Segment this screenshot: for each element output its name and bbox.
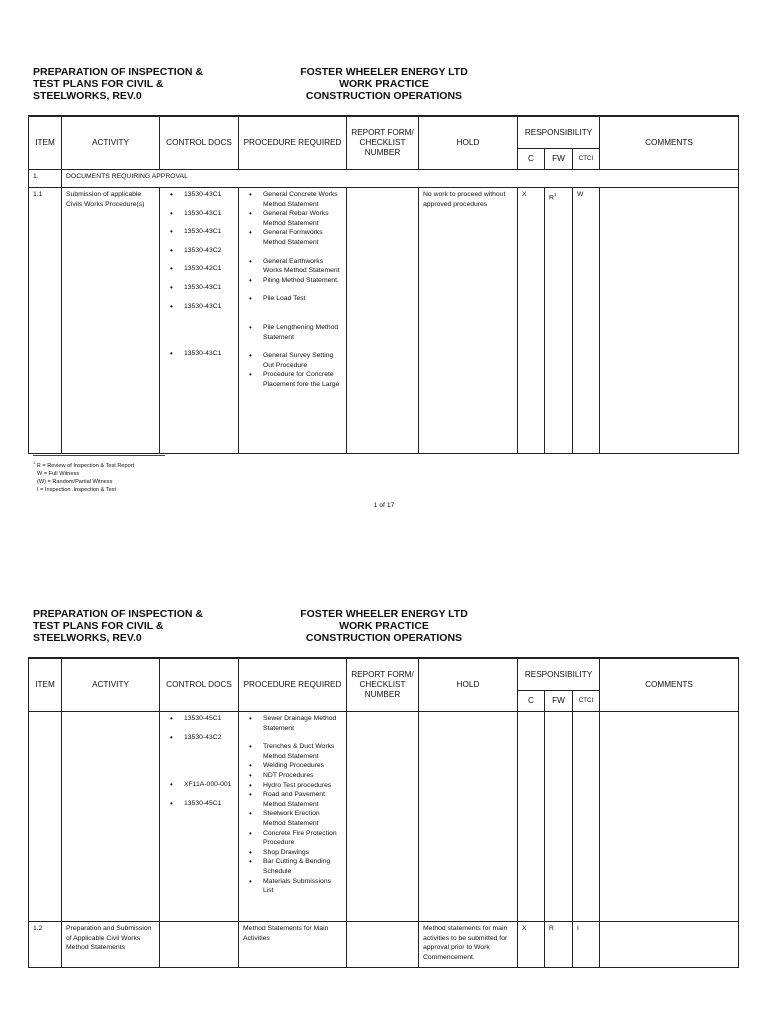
footnote-r: $^1$ R = Review of Inspection & Test Report [33,460,135,469]
row-report-form [347,922,419,968]
control-doc: • 13530-42C1 [164,264,234,274]
document-title-right: FOSTER WHEELER ENERGY LTD WORK PRACTICE CONSTRUCTION OPERATIONS [300,66,468,102]
col-header-responsibility: RESPONSIBILITY [518,116,600,149]
row-ctci [573,712,600,922]
col-header-hold: HOLD [419,658,518,712]
control-doc: • 13530-45C1 [164,799,234,809]
row-procedures [239,712,347,922]
procedure-item: • Sewer Drainage Method Statement [243,714,342,733]
section-title: DOCUMENTS REQUIRING APPROVAL [62,170,739,188]
procedure-item: • Pile Lengthening Method Statement [243,323,342,342]
row-fw-footnote-ref: 1 [553,192,557,197]
row-ctci: W [573,188,600,454]
footnote-w: W = Full Witness [37,471,80,478]
document-title-left: PREPARATION OF INSPECTION & TEST PLANS FOR CIVIL & STEELWORKS, REV.0 [33,66,203,102]
procedure-item: • Shop Drawings [243,848,342,858]
section-item: 1. [29,170,62,188]
document-title-left: PREPARATION OF INSPECTION & TEST PLANS FOR CIVIL & STEELWORKS, REV.0 [33,608,203,644]
procedure-item: • Welding Procedures [243,761,342,771]
col-header-ctci: CTCI [573,691,600,712]
row-control-docs [160,712,239,922]
row-fw: R [545,922,573,968]
footnote-i: I = Inspection .Inspection & Test [37,487,117,494]
row-control-docs [160,922,239,968]
procedure-item: • General Earthworks Works Method Statement [243,257,342,276]
control-doc: • 13530-43C1 [164,227,234,237]
procedure-item: • General Rebar Works Method Statement [243,209,342,228]
footnote-divider [33,455,165,456]
row-item: 1.1 [29,188,62,454]
control-doc: • 13530-45C1 [164,714,234,724]
control-doc: • 13530-43C1 [164,209,234,219]
col-header-procedure: PROCEDURE REQUIRED [239,116,347,170]
col-header-report-form: REPORT FORM/ CHECKLIST NUMBER [347,658,419,712]
col-header-ctci: CTCI [573,149,600,170]
procedure-item: • Pile Load Test [243,294,342,304]
col-header-hold: HOLD [419,116,518,170]
table-row [29,712,739,922]
procedure-item: • Concrete Fire Protection Procedure [243,829,342,848]
procedure-item: • General Concrete Works Method Statement [243,190,342,209]
col-header-item: ITEM [29,116,62,170]
row-ctci: I [573,922,600,968]
row-activity: Submission of applicable Civils Works Procedure(s) [62,188,160,454]
procedure-item: • Hydro Test procedures [243,781,342,791]
row-fw [545,712,573,922]
procedure-item: • Steelwork Erection Method Statement [243,809,342,828]
row-control-docs [160,188,239,454]
row-activity: Preparation and Submission of Applicable Civil Works Method Statements [62,922,160,968]
col-header-comments: COMMENTS [600,116,739,170]
row-c [518,712,545,922]
table-row [29,188,739,454]
row-fw [545,188,573,454]
section-row [29,170,739,188]
control-doc: • 13530-43C2 [164,733,234,743]
row-hold [419,712,518,922]
itp-table-page-1 [28,115,739,454]
procedure-item: • NDT Procedures [243,771,342,781]
row-procedures: Method Statements for Main Activities [239,922,347,968]
table-row [29,922,739,968]
procedure-item: • Piling Method Statement. [243,276,342,286]
document-title-right: FOSTER WHEELER ENERGY LTD WORK PRACTICE CONSTRUCTION OPERATIONS [300,608,468,644]
control-doc: • 13530-43C1 [164,302,234,312]
row-procedures [239,188,347,454]
col-header-control-docs: CONTROL DOCS [160,658,239,712]
itp-table-page-2 [28,657,739,968]
row-comments [600,922,739,968]
col-header-control-docs: CONTROL DOCS [160,116,239,170]
row-comments [600,712,739,922]
col-header-procedure: PROCEDURE REQUIRED [239,658,347,712]
row-item [29,712,62,922]
col-header-c: C [518,149,545,170]
col-header-fw: FW [545,149,573,170]
procedure-item: • Trenches & Duct Works Method Statement [243,742,342,761]
row-hold: No work to proceed without approved procedures [419,188,518,454]
row-comments [600,188,739,454]
col-header-responsibility: RESPONSIBILITY [518,658,600,691]
row-activity [62,712,160,922]
row-fw-value: R [549,194,554,202]
procedure-item: • Road and Pavement Method Statement [243,790,342,809]
col-header-item: ITEM [29,658,62,712]
row-report-form [347,712,419,922]
row-c: X [518,188,545,454]
footnote-rw: (W) = Random/Partial Witness [37,479,113,486]
col-header-activity: ACTIVITY [62,116,160,170]
col-header-activity: ACTIVITY [62,658,160,712]
col-header-report-form: REPORT FORM/ CHECKLIST NUMBER [347,116,419,170]
footnotes [33,459,134,495]
row-c: X [518,922,545,968]
row-item: 1.2 [29,922,62,968]
control-doc: • 13530-43C1 [164,283,234,293]
row-hold: Method statements for main activities to be submitted for approval prior to Work Commencement. [419,922,518,968]
control-doc: • XF11A-000-001 [164,780,234,790]
control-doc: • 13530-43C1 [164,349,234,359]
procedure-item: • Materials Submissions List [243,877,342,896]
procedure-item: • General Survey Setting Out Procedure [243,351,342,370]
control-doc: • 13530-43C2 [164,246,234,256]
row-report-form [347,188,419,454]
procedure-item: • General Formworks Method Statement [243,228,342,247]
procedure-item: • Bar Cutting & Bending Schedule [243,857,342,876]
control-doc: • 13530-43C1 [164,190,234,200]
footnote-marker: 1 [33,460,36,465]
page-2 [0,540,768,1024]
col-header-fw: FW [545,691,573,712]
page-number: 1 of 17 [373,502,395,509]
col-header-c: C [518,691,545,712]
col-header-comments: COMMENTS [600,658,739,712]
procedure-item: • Procedure for Concrete Placement fore the Large [243,370,342,389]
